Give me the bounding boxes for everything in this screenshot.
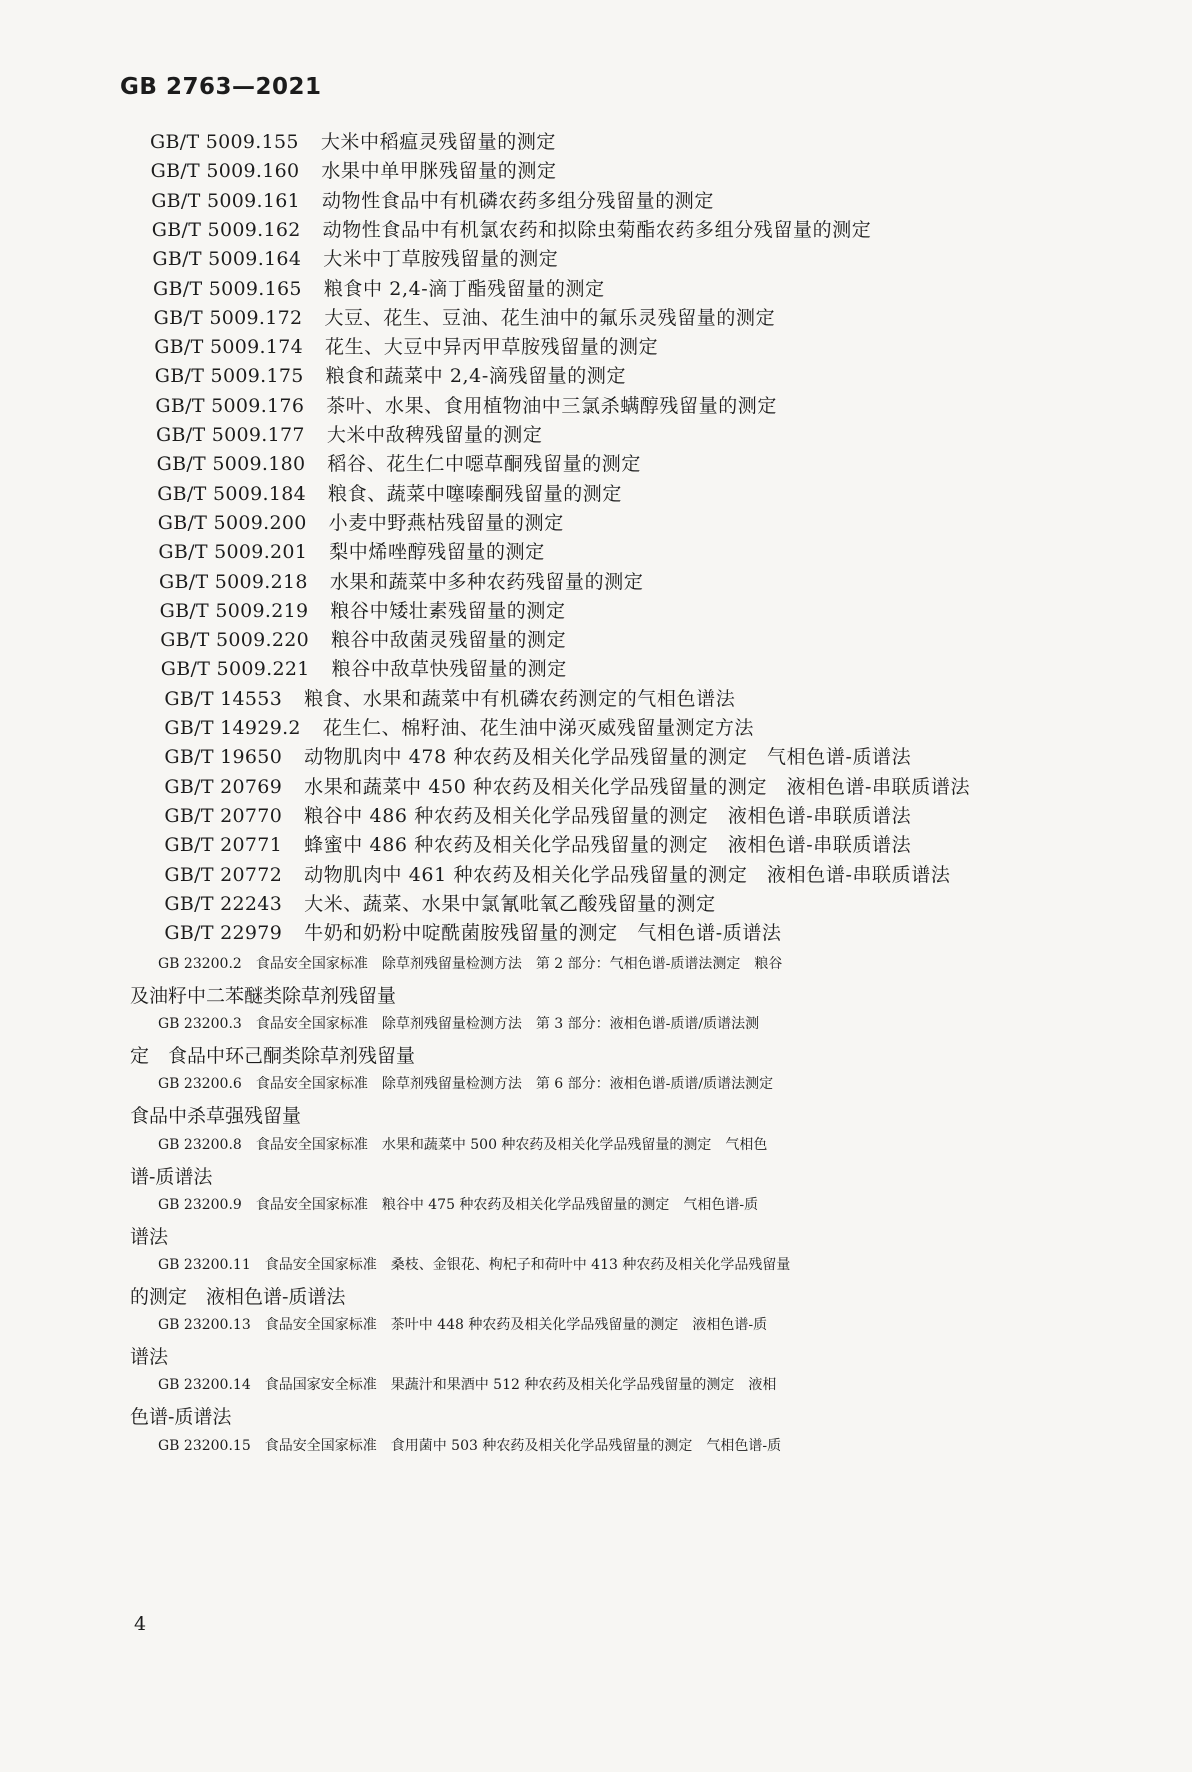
reference-entry xyxy=(164,892,715,916)
entry-std-number: GB/T 5009.221 xyxy=(160,658,310,681)
entry-title: 粮谷中敌菌灵残留量的测定 xyxy=(331,629,567,652)
entry-std-number: GB/T 5009.219 xyxy=(159,599,309,622)
entry-std-number: GB/T 5009.201 xyxy=(158,541,308,564)
reference-entry xyxy=(156,423,542,447)
entry-title: 水果和蔬菜中 450 种农药及相关化学品残留量的测定 液相色谱-串联质谱法 xyxy=(304,775,971,798)
entry-line-2: 及油籽中二苯醚类除草剂残留量 xyxy=(130,985,397,1007)
reference-entry xyxy=(164,921,781,945)
entry-line-2: 的测定 液相色谱-质谱法 xyxy=(130,1286,346,1308)
entry-line-1: GB 23200.6 食品安全国家标准 除草剂残留量检测方法 第 6 部分：液相色谱-质谱/质谱法测定 xyxy=(158,1076,774,1093)
reference-entry-wrapped xyxy=(130,1008,1118,1072)
reference-entry xyxy=(159,570,643,594)
reference-entry xyxy=(150,130,556,154)
reference-entry-wrapped xyxy=(130,1309,1118,1373)
entry-std-number: GB/T 5009.176 xyxy=(155,394,305,417)
reference-entry xyxy=(157,452,641,476)
reference-entry xyxy=(152,247,558,271)
entry-std-number: GB/T 5009.161 xyxy=(151,189,300,212)
entry-line-1: GB 23200.11 食品安全国家标准 桑枝、金银花、枸杞子和荷叶中 413 种农药及相关化学品残留量 xyxy=(158,1257,791,1273)
reference-entry xyxy=(160,628,566,652)
reference-entry-wrapped xyxy=(130,1430,1118,1494)
header-std-number: 2763—2021 xyxy=(165,74,322,100)
reference-entry xyxy=(154,306,776,330)
entry-line-1: GB 23200.9 食品安全国家标准 粮谷中 475 种农药及相关化学品残留量的测定 气相色谱-质 xyxy=(158,1196,759,1213)
reference-entry-wrapped xyxy=(130,1369,1118,1433)
reference-entry xyxy=(151,189,714,213)
reference-entry xyxy=(152,218,872,242)
entry-title: 水果和蔬菜中多种农药残留量的测定 xyxy=(329,570,644,593)
entry-std-number: GB/T 5009.177 xyxy=(156,424,305,446)
entry-std-number: GB/T 20769 xyxy=(164,775,283,798)
entry-title: 梨中烯唑醇残留量的测定 xyxy=(329,541,545,564)
entry-line-2: 食品中杀草强残留量 xyxy=(130,1105,302,1128)
page-number: 4 xyxy=(134,1613,147,1635)
entry-title: 蜂蜜中 486 种农药及相关化学品残留量的测定 液相色谱-串联质谱法 xyxy=(304,834,912,857)
reference-entry xyxy=(158,540,544,564)
entry-title: 牛奶和奶粉中啶酰菌胺残留量的测定 气相色谱-质谱法 xyxy=(304,922,782,945)
entry-title: 茶叶、水果、食用植物油中三氯杀螨醇残留量的测定 xyxy=(326,394,778,417)
entry-title: 粮谷中敌草快残留量的测定 xyxy=(331,658,567,681)
entry-line-1: GB 23200.14 食品国家安全标准 果蔬汁和果酒中 512 种农药及相关化学品残留量的测定 液相 xyxy=(158,1377,777,1394)
reference-entry xyxy=(153,277,605,301)
reference-entry xyxy=(164,863,950,887)
entry-line-1: GB 23200.15 食品安全国家标准 食用菌中 503 种农药及相关化学品残留量的测定 气相色谱-质 xyxy=(158,1437,782,1454)
entry-std-number: GB/T 5009.164 xyxy=(152,248,302,271)
reference-entry xyxy=(160,599,566,623)
entry-std-number: GB/T 5009.200 xyxy=(157,511,307,534)
entry-line-2: 定 食品中环己酮类除草剂残留量 xyxy=(130,1045,416,1068)
entry-std-number: GB/T 5009.160 xyxy=(150,160,300,183)
entry-std-number: GB/T 5009.155 xyxy=(150,131,299,153)
entry-std-number: GB/T 14929.2 xyxy=(164,717,301,739)
entry-line-1: GB 23200.8 食品安全国家标准 水果和蔬菜中 500 种农药及相关化学品残留量的测定 气相色 xyxy=(158,1136,768,1153)
entry-line-2: 色谱-质谱法 xyxy=(130,1406,232,1429)
entry-line-1: GB 23200.2 食品安全国家标准 除草剂残留量检测方法 第 2 部分：气相色谱-质谱法测定 粮谷 xyxy=(158,956,783,972)
reference-entry xyxy=(164,804,911,828)
reference-entry xyxy=(161,657,567,681)
entry-line-2: 谱法 xyxy=(130,1225,169,1248)
entry-line-2: 谱法 xyxy=(130,1346,169,1369)
entry-title: 小麦中野燕枯残留量的测定 xyxy=(328,511,564,534)
reference-entry xyxy=(164,687,735,711)
entry-std-number: GB/T 20770 xyxy=(164,804,283,827)
reference-entry xyxy=(155,364,626,388)
entry-title: 花生仁、棉籽油、花生油中涕灭威残留量测定方法 xyxy=(322,717,755,739)
entry-std-number: GB/T 5009.184 xyxy=(157,482,306,505)
entry-title: 粮食中 2,4-滴丁酯残留量的测定 xyxy=(323,277,605,300)
reference-entry-wrapped xyxy=(130,1129,1118,1193)
entry-std-number: GB/T 5009.162 xyxy=(151,218,301,241)
reference-entry xyxy=(164,833,911,857)
reference-entry xyxy=(155,394,777,418)
entry-std-number: GB/T 5009.174 xyxy=(154,336,303,359)
reference-entry xyxy=(164,745,911,769)
entry-std-number: GB/T 5009.218 xyxy=(159,570,308,593)
entry-title: 大米中丁草胺残留量的测定 xyxy=(323,248,559,271)
entry-std-number: GB/T 22243 xyxy=(164,892,283,915)
entry-line-2 xyxy=(130,1462,1118,1494)
entry-std-number: GB/T 5009.175 xyxy=(154,365,304,388)
reference-entry xyxy=(164,775,970,799)
reference-entry-wrapped xyxy=(130,1249,1118,1313)
entry-std-number: GB/T 20771 xyxy=(164,834,283,857)
entry-title: 动物肌肉中 461 种农药及相关化学品残留量的测定 液相色谱-串联质谱法 xyxy=(304,863,951,886)
reference-entry-wrapped xyxy=(130,948,1118,1012)
entry-title: 水果中单甲脒残留量的测定 xyxy=(321,160,557,183)
entry-title: 大米中稻瘟灵残留量的测定 xyxy=(320,131,557,153)
entry-title: 稻谷、花生仁中噁草酮残留量的测定 xyxy=(327,453,642,476)
entry-std-number: GB/T 5009.165 xyxy=(153,277,302,300)
reference-entry-wrapped xyxy=(130,1068,1118,1132)
entry-std-number: GB/T 20772 xyxy=(164,863,283,886)
reference-entry xyxy=(158,511,564,535)
entry-title: 粮谷中 486 种农药及相关化学品残留量的测定 液相色谱-串联质谱法 xyxy=(304,804,912,827)
entry-title: 动物性食品中有机磷农药多组分残留量的测定 xyxy=(322,189,715,212)
reference-entry xyxy=(151,159,557,183)
entry-title: 动物肌肉中 478 种农药及相关化学品残留量的测定 气相色谱-质谱法 xyxy=(304,746,912,769)
entry-title: 粮食、水果和蔬菜中有机磷农药测定的气相色谱法 xyxy=(304,687,736,710)
entry-line-1: GB 23200.3 食品安全国家标准 除草剂残留量检测方法 第 3 部分：液相色谱-质谱/质谱法测 xyxy=(158,1016,760,1033)
reference-entry xyxy=(164,716,754,740)
running-header xyxy=(120,74,321,100)
entry-title: 大豆、花生、豆油、花生油中的氟乐灵残留量的测定 xyxy=(324,306,776,329)
entry-title: 大米、蔬菜、水果中氯氰吡氧乙酸残留量的测定 xyxy=(304,892,716,915)
entry-std-number: GB/T 19650 xyxy=(164,746,283,769)
reference-entry xyxy=(154,335,658,359)
entry-title: 大米中敌稗残留量的测定 xyxy=(326,424,543,446)
entry-title: 粮谷中矮壮素残留量的测定 xyxy=(330,599,566,622)
reference-entry xyxy=(157,482,622,506)
entry-std-number: GB/T 14553 xyxy=(164,687,283,710)
header-std-prefix: GB xyxy=(120,74,158,100)
entry-std-number: GB/T 5009.220 xyxy=(160,629,309,652)
entry-title: 粮食、蔬菜中噻嗪酮残留量的测定 xyxy=(328,482,623,505)
entry-std-number: GB/T 5009.180 xyxy=(156,453,306,476)
entry-std-number: GB/T 22979 xyxy=(164,922,283,945)
entry-title: 花生、大豆中异丙甲草胺残留量的测定 xyxy=(325,336,659,359)
entry-line-1: GB 23200.13 食品安全国家标准 茶叶中 448 种农药及相关化学品残留量的测定 液相色谱-质 xyxy=(158,1317,768,1334)
reference-entry-wrapped xyxy=(130,1189,1118,1253)
entry-std-number: GB/T 5009.172 xyxy=(153,306,303,329)
entry-title: 粮食和蔬菜中 2,4-滴残留量的测定 xyxy=(325,365,627,388)
entry-title: 动物性食品中有机氯农药和拟除虫菊酯农药多组分残留量的测定 xyxy=(322,218,872,241)
entry-line-2: 谱-质谱法 xyxy=(130,1165,213,1188)
